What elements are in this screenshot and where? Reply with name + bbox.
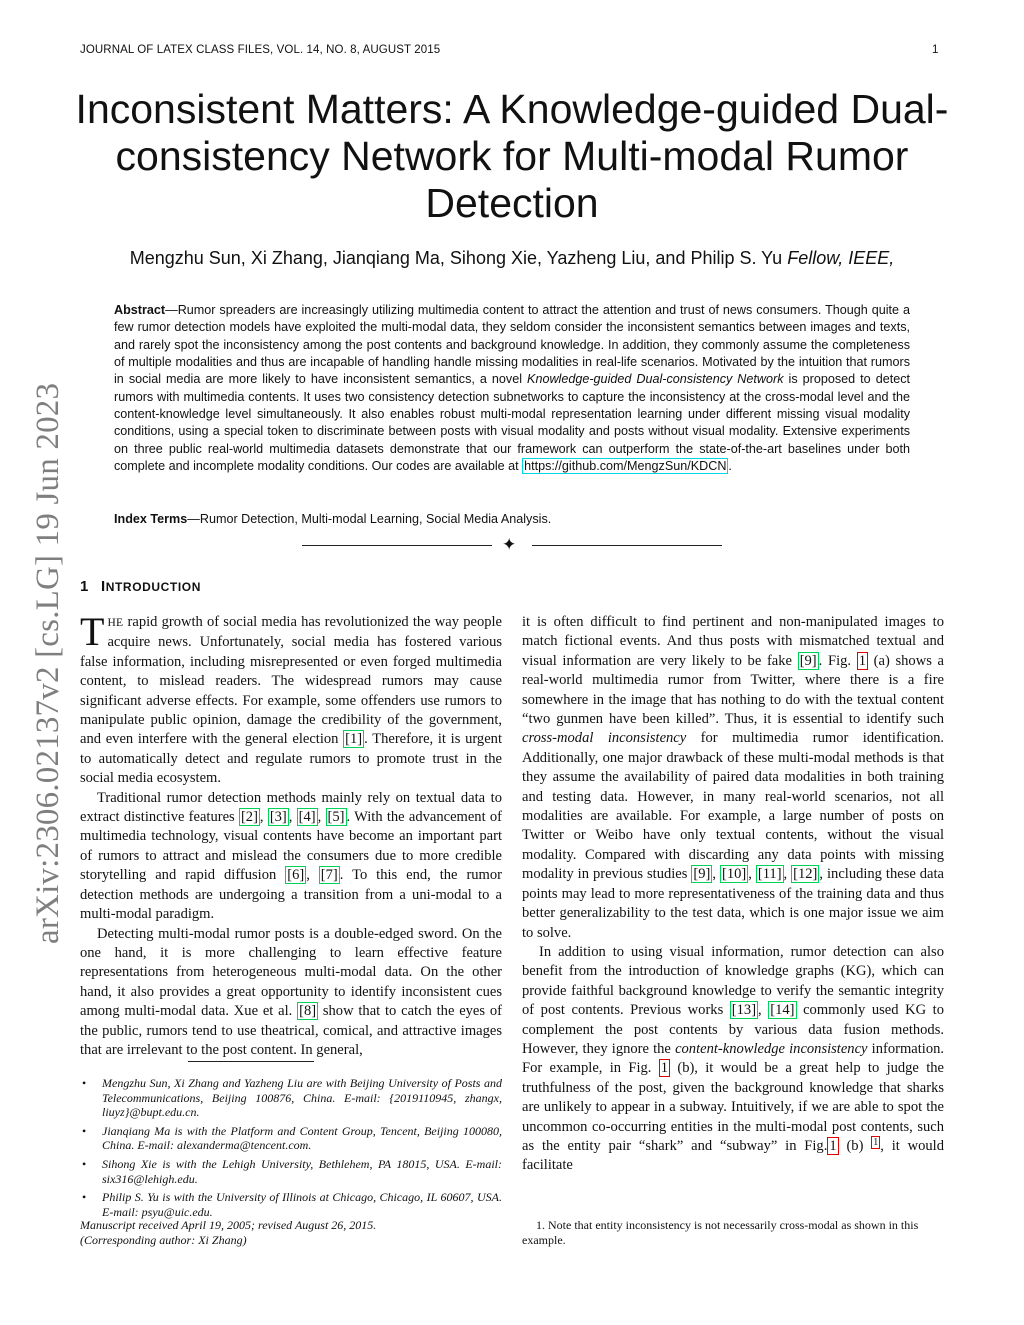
author-honor: Fellow, IEEE,: [787, 248, 895, 268]
text: (a) shows a real-world multimedia rumor from Twitter, where there is a fire somewhere in the image that has nothing to do with the textual content “two gunmen have been killed”. Thus, it is essential to identify such: [522, 652, 945, 728]
text: . Fig.: [818, 652, 857, 669]
drop-cap: T: [80, 609, 105, 654]
figure-link[interactable]: 1: [858, 652, 866, 669]
author-list: [60, 248, 964, 269]
text: commonly used KG to complement the post contents by various data fusion methods. However, they ignore the: [522, 1002, 944, 1057]
citation-link[interactable]: [8]: [299, 1003, 317, 1020]
abstract-model-name: Knowledge-guided Dual-consistency Network: [527, 372, 784, 387]
text: ,: [317, 809, 326, 826]
affiliation-text: Sihong Xie is with the Lehigh University, Bethlehem, PA 18015, USA. E-mail: six316@lehigh.edu.: [102, 1156, 502, 1186]
footnote-link[interactable]: 1: [873, 1136, 879, 1148]
right-column: [522, 613, 944, 1176]
text: (b), it would be a great help to judge the truthfulness of the post, given the background knowledge that sharks are unlikely to appear in a subway. Intuitively, if we are able to spot the uncommon co-occurring entities in the multi-modal post contents, such as the entity pair “shark” and “subway” in Fig.: [522, 1060, 944, 1154]
affiliation-text: Jianqiang Ma is with the Platform and Content Group, Tencent, Beijing 100080, China. E-mail: alexanderma@tencent.com.: [102, 1123, 502, 1153]
emphasis: cross-modal inconsistency: [522, 730, 687, 747]
citation-link[interactable]: [1]: [345, 731, 363, 748]
citation-link[interactable]: [10]: [721, 866, 747, 883]
text: information. For example, in Fig.: [522, 1040, 944, 1077]
citation-link[interactable]: [11]: [757, 866, 782, 883]
intro-paragraph-3: [80, 925, 502, 1061]
separator-rule-left: [302, 545, 492, 546]
emphasis: content-knowledge inconsistency: [675, 1040, 868, 1057]
separator-rule-right: [532, 545, 722, 546]
paper-title: Inconsistent Matters: A Knowledge-guided Dual-consistency Network for Multi-modal Rumor Detection: [75, 86, 949, 226]
text: ,: [259, 809, 268, 826]
affiliation-list: [80, 1076, 502, 1223]
text: Detecting multi-modal rumor posts is a double-edged sword. On the one hand, it is more challenging to learn effective feature representations from heterogeneous multi-modal data. On the other hand, it also provides a great opportunity to identify inconsistent cues among multi-modal data. Xue et al.: [80, 925, 502, 1020]
abstract: [114, 302, 910, 475]
bullet-icon: •: [82, 1076, 87, 1090]
citation-link[interactable]: [9]: [799, 652, 817, 669]
index-terms-text: —Rumor Detection, Multi-modal Learning, Social Media Analysis.: [187, 512, 552, 526]
footnote: 1. Note that entity inconsistency is not necessarily cross-modal as shown in this example.: [522, 1218, 919, 1247]
intro-paragraph-4: [522, 613, 944, 943]
text: show that to catch the eyes of the public, rumors tend to use theatrical, comical, and attractive images that are irrelevant to the post content. In general,: [80, 1003, 502, 1058]
text: ,: [758, 1002, 769, 1019]
intro-paragraph-2: [80, 789, 502, 925]
citation-link[interactable]: [2]: [240, 809, 258, 826]
intro-paragraph-5: [522, 943, 944, 1176]
section-title-rest: NTRODUCTION: [105, 580, 201, 594]
affiliation-item: [80, 1190, 502, 1219]
text: . To this end, the rumor detection methods are undergoing a transition from a uni-modal to a multi-modal paradigm.: [80, 867, 502, 923]
code-link[interactable]: https://github.com/MengzSun/KDCN: [524, 459, 727, 474]
text: . With the advancement of multimedia technology, visual contents have become an important part of rumors to attract and mislead the consumers due to more credible storytelling and rapid diffusion: [80, 809, 502, 884]
abstract-label: Abstract: [114, 303, 166, 317]
citation-link[interactable]: [12]: [793, 866, 818, 883]
text: for multimedia rumor identification. Additionally, one major drawback of these multi-modal methods is that they assume the availability of paired data modalities in both training and testing data. However, in many real-world scenarios, not all modalities are available. For example, a large number of posts on Twitter or Weibo have only textual contents, without the visual modality. Compared with discarding any data points with missing modality in previous studies: [522, 730, 945, 883]
affiliation-item: [80, 1124, 502, 1153]
corresponding-author: (Corresponding author: Xi Zhang): [80, 1233, 247, 1247]
section-heading: [80, 578, 201, 595]
text: ,: [306, 867, 319, 884]
text: , it would facilitate: [522, 1137, 944, 1174]
section-title-initial: I: [100, 578, 106, 595]
figure-link[interactable]: 1: [829, 1137, 837, 1154]
separator-diamond-icon: ✦: [502, 535, 517, 554]
footnote-rule: [188, 1061, 314, 1062]
affiliation-text: Philip S. Yu is with the University of Illinois at Chicago, Chicago, IL 60607, USA. E-mail: psyu@uic.edu.: [102, 1190, 502, 1219]
citation-link[interactable]: [9]: [693, 866, 711, 883]
section-number: 1: [80, 578, 89, 595]
manuscript-note: [80, 1218, 502, 1248]
citation-link[interactable]: [13]: [731, 1002, 757, 1019]
text: ,: [748, 866, 756, 883]
text: ,: [783, 866, 792, 883]
bullet-icon: •: [82, 1190, 87, 1205]
text: rapid growth of social media has revolutionized the way people acquire news. Unfortunately, social media has fostered various false information, including misrepresented or even forged multimedia content, to mislead readers. The widespread rumors may cause significant adverse effects. For example, some offenders use rumors to manipulate public opinion, damage the credibility of the government, and even interfere with the general election: [80, 614, 502, 748]
citation-link[interactable]: [4]: [298, 809, 316, 826]
affiliation-item: [80, 1157, 502, 1186]
citation-link[interactable]: [6]: [287, 867, 305, 884]
citation-link[interactable]: [14]: [770, 1002, 795, 1019]
text: it is often difficult to find pertinent and non-manipulated images to match fictional events. And thus posts with mismatched textual and visual information are very likely to be fake: [522, 614, 944, 669]
citation-link[interactable]: [7]: [320, 867, 338, 884]
citation-link[interactable]: [5]: [327, 809, 345, 826]
index-terms-label: Index Terms: [114, 512, 188, 526]
citation-link[interactable]: [3]: [269, 809, 287, 826]
author-names: Mengzhu Sun, Xi Zhang, Jianqiang Ma, Sihong Xie, Yazheng Liu, and Philip S. Yu: [129, 248, 783, 268]
manuscript-dates: Manuscript received April 19, 2005; revised August 26, 2015.: [80, 1218, 377, 1232]
text: In addition to using visual information, rumor detection can also benefit from the introduction of knowledge graphs (KG), which can provide faithful background knowledge to verify the semantic integrity of post contents. Previous works: [522, 943, 944, 1019]
text: ,: [712, 866, 720, 883]
page-number: 1: [932, 44, 939, 56]
bullet-icon: •: [82, 1123, 87, 1138]
text: Traditional rumor detection methods mainly rely on textual data to extract distinctive features: [80, 789, 502, 826]
index-terms: [114, 511, 910, 528]
text: ,: [288, 809, 297, 826]
text: (b): [838, 1137, 872, 1154]
affiliation-item: [80, 1076, 502, 1120]
affiliation-text: Mengzhu Sun, Xi Zhang and Yazheng Liu are with Beijing University of Posts and Telecommunications, Beijing 100876, China. E-mail: {2019110945, zhangx, liuyz}@bupt.edu.cn.: [102, 1076, 502, 1120]
arxiv-identifier: arXiv:2306.02137v2 [cs.LG] 19 Jun 2023: [30, 382, 66, 944]
text: . Therefore, it is urgent to automatically detect and regulate rumors to promote trust in the social media ecosystem.: [80, 731, 502, 787]
left-column: [80, 609, 502, 1060]
figure-link[interactable]: 1: [660, 1060, 669, 1077]
abstract-text-2: is proposed to detect rumors with multimedia contents. It uses two consistency detection subnetworks to capture the inconsistency at the cross-modal level and the content-knowledge level simultaneously. It also enables robust multi-modal representation learning under different missing visual modality conditions, using a special token to discriminate between posts with visual modality and posts without visual modality. Extensive experiments on three public real-world multimedia datasets demonstrate that our framework can outperform the state-of-the-art baselines under both complete and incomplete modality conditions. Our codes are available at: [114, 372, 910, 474]
abstract-end: .: [728, 459, 732, 474]
text: , including these data points may lead to more representativeness of the training data and thus better generalizability to the test data, which is one major issue we aim to solve.: [522, 866, 944, 941]
intro-paragraph-1: [80, 609, 502, 789]
abstract-text-1: —Rumor spreaders are increasingly utilizing multimedia content to attract the attention and trust of news consumers. Though quite a few rumor detection models have exploited the multi-modal data, they seldom consider the inconsistent semantics between images and texts, and rarely spot the inconsistency among the post contents and background knowledge. In addition, they commonly assume the completeness of multiple modalities and thus are incapable of handling handle missing modalities in real-life scenarios. Motivated by the intuition that rumors in social media are more likely to have inconsistent semantics, a novel: [114, 303, 910, 387]
bullet-icon: •: [82, 1156, 87, 1171]
smallcaps-lead: HE: [107, 617, 124, 629]
running-header: JOURNAL OF LATEX CLASS FILES, VOL. 14, NO. 8, AUGUST 2015: [80, 44, 441, 56]
